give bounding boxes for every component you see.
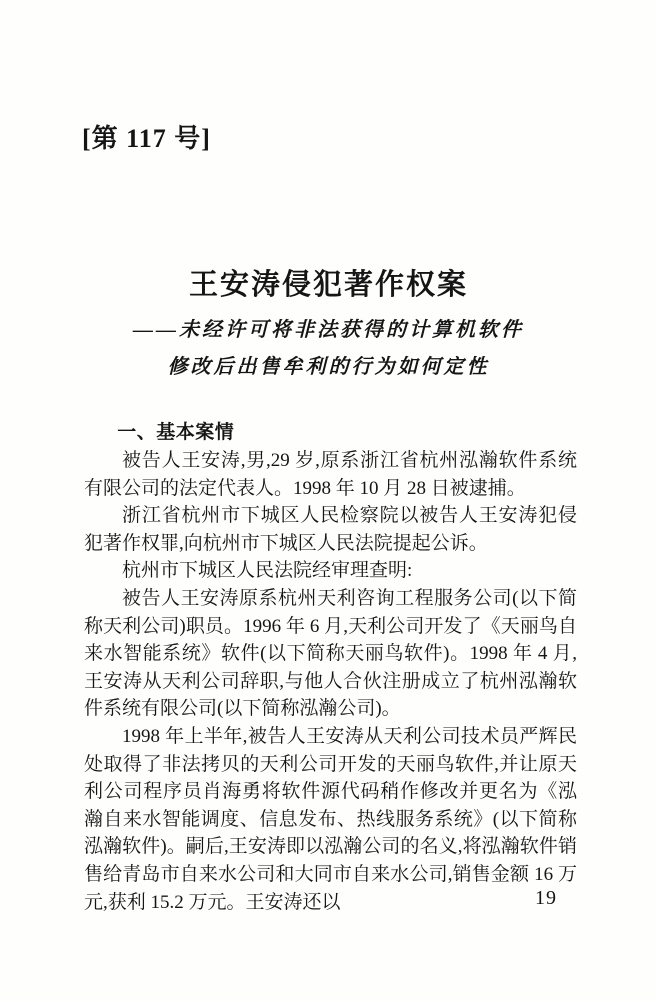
paragraph-company-background: 被告人王安涛原系杭州天利咨询工程服务公司(以下简称天利公司)职员。1996 年 6 月,天利公司开发了《天丽鸟自来水智能系统》软件(以下简称天丽鸟软件)。1998 年 4 月,王安涛从天利公司辞职,与他人合伙注册成立了杭州泓瀚软件系统有限公司(以下简称泓瀚公司)。: [84, 587, 577, 720]
paragraph-infringement-facts: 1998 年上半年,被告人王安涛从天利公司技术员严辉民处取得了非法拷贝的天利公司开发的天丽鸟软件,并让原天利公司程序员肖海勇将软件源代码稍作修改并更名为《泓瀚自来水智能调度、信息发布、热线服务系统》(以下简称泓瀚软件)。嗣后,王安涛即以泓瀚公司的名义,将泓瀚软件销售给青岛市自来水公司和大同市自来水公司,销售金额 16 万元,获利 15.2 万元。王安涛还以: [84, 725, 577, 913]
case-number: [第 117 号]: [82, 124, 211, 153]
paragraph-court-finding-intro: 杭州市下城区人民法院经审理查明:: [122, 560, 413, 582]
body-text: [84, 419, 577, 916]
title-block: [0, 262, 657, 379]
paragraph-prosecution: 浙江省杭州市下城区人民检察院以被告人王安涛犯侵犯著作权罪,向杭州市下城区人民法院提起公诉。: [84, 505, 577, 554]
case-subtitle-line-1: ——未经许可将非法获得的计算机软件: [133, 319, 524, 341]
case-title: 王安涛侵犯著作权案: [188, 269, 468, 301]
case-subtitle-line-2: 修改后出售牟利的行为如何定性: [167, 356, 490, 378]
paragraph-defendant-info: 被告人王安涛,男,29 岁,原系浙江省杭州泓瀚软件系统有限公司的法定代表人。1998 年 10 月 28 日被逮捕。: [84, 450, 577, 499]
section-heading-basic-facts: 一、基本案情: [117, 422, 235, 443]
page-number: 19: [535, 887, 557, 909]
